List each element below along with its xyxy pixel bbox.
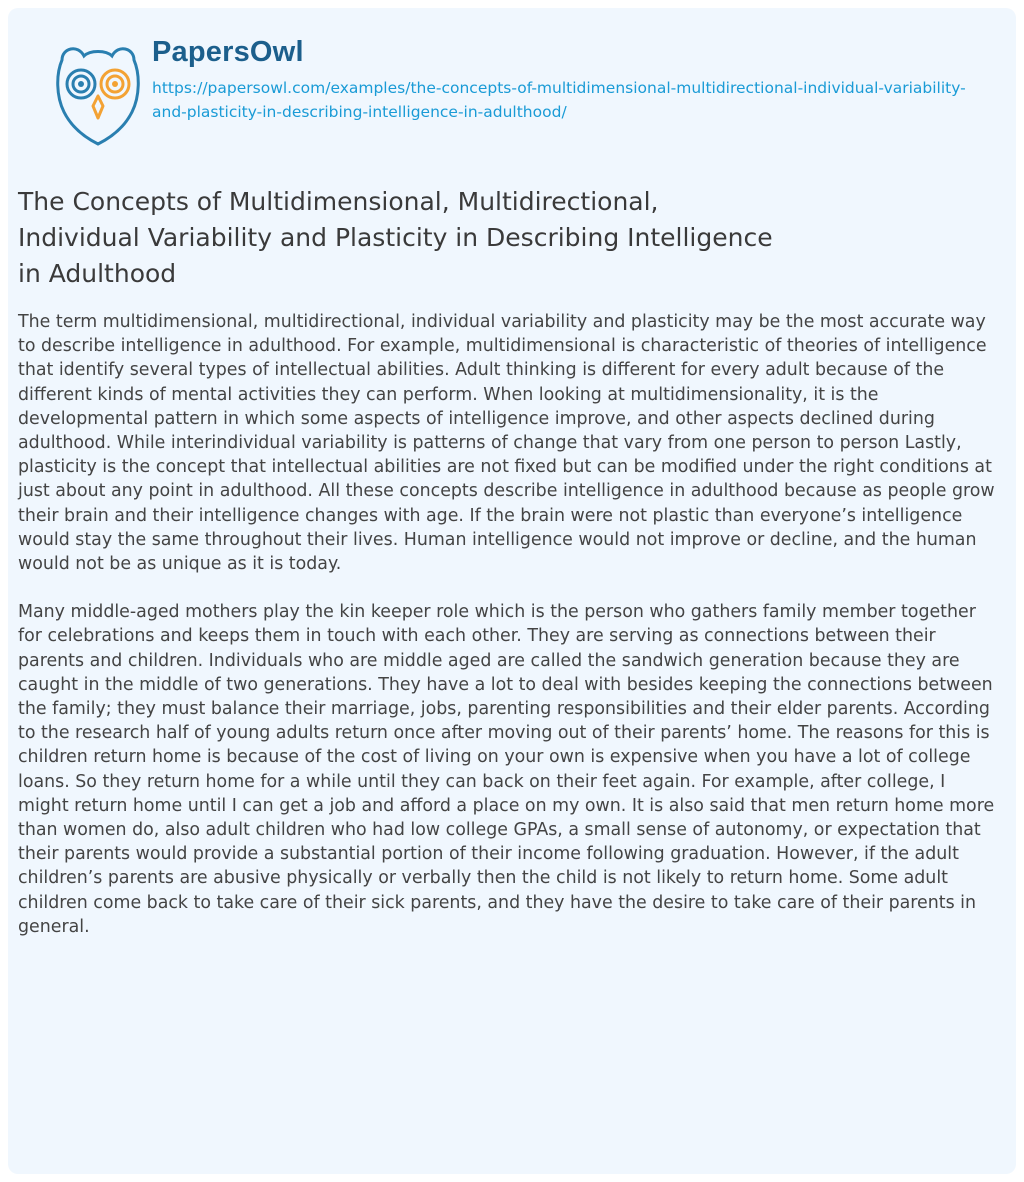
document-title: The Concepts of Multidimensional, Multidirectional, Individual Variability and Plasticity in Describing Intelligence in Adulthood <box>18 187 773 288</box>
document-body <box>18 310 998 963</box>
header <box>48 36 988 160</box>
document-page <box>8 8 1016 1174</box>
source-url-link[interactable]: https://papersowl.com/examples/the-concepts-of-multidimensional-multidirectional-individual-variability-and-plasticity-in-describing-intelligence-in-adulthood/ <box>152 79 966 121</box>
brand-name: PapersOwl <box>152 36 304 68</box>
paragraph: Many middle-aged mothers play the kin keeper role which is the person who gathers family member together for celebrations and keeps them in touch with each other. They are serving as connections between their parents and children. Individuals who are middle aged are called the sandwich generation because they are caught in the middle of two generations. They have a lot to deal with besides keeping the connections between the family; they must balance their marriage, jobs, parenting responsibilities and their elder parents. According to the research half of young adults return once after moving out of their parents’ home. The reasons for this is children return home is because of the cost of living on your own is expensive when you have a lot of college loans. So they return home for a while until they can back on their feet again. For example, after college, I might return home until I can get a job and afford a place on my own. It is also said that men return home more than women do, also adult children who had low college GPAs, a small sense of autonomy, or expectation that their parents would provide a substantial portion of their income following graduation. However, if the adult children’s parents are abusive physically or verbally then the child is not likely to return home. Some adult children come back to take care of their sick parents, and they have the desire to take care of their parents in general. <box>18 602 995 937</box>
owl-logo-icon <box>48 40 148 150</box>
paragraph: The term multidimensional, multidirectional, individual variability and plasticity may be the most accurate way to describe intelligence in adulthood. For example, multidimensional is characteristic of theories of intelligence that identify several types of intellectual abilities. Adult thinking is different for every adult because of the different kinds of mental activities they can perform. When looking at multidimensionality, it is the developmental pattern in which some aspects of intelligence improve, and other aspects declined during adulthood. While interindividual variability is patterns of change that vary from one person to person Lastly, plasticity is the concept that intellectual abilities are not fixed but can be modified under the right conditions at just about any point in adulthood. All these concepts describe intelligence in adulthood because as people grow their brain and their intelligence changes with age. If the brain were not plastic than everyone’s intelligence would stay the same throughout their lives. Human intelligence would not improve or decline, and the human would not be as unique as it is today. <box>18 312 995 575</box>
